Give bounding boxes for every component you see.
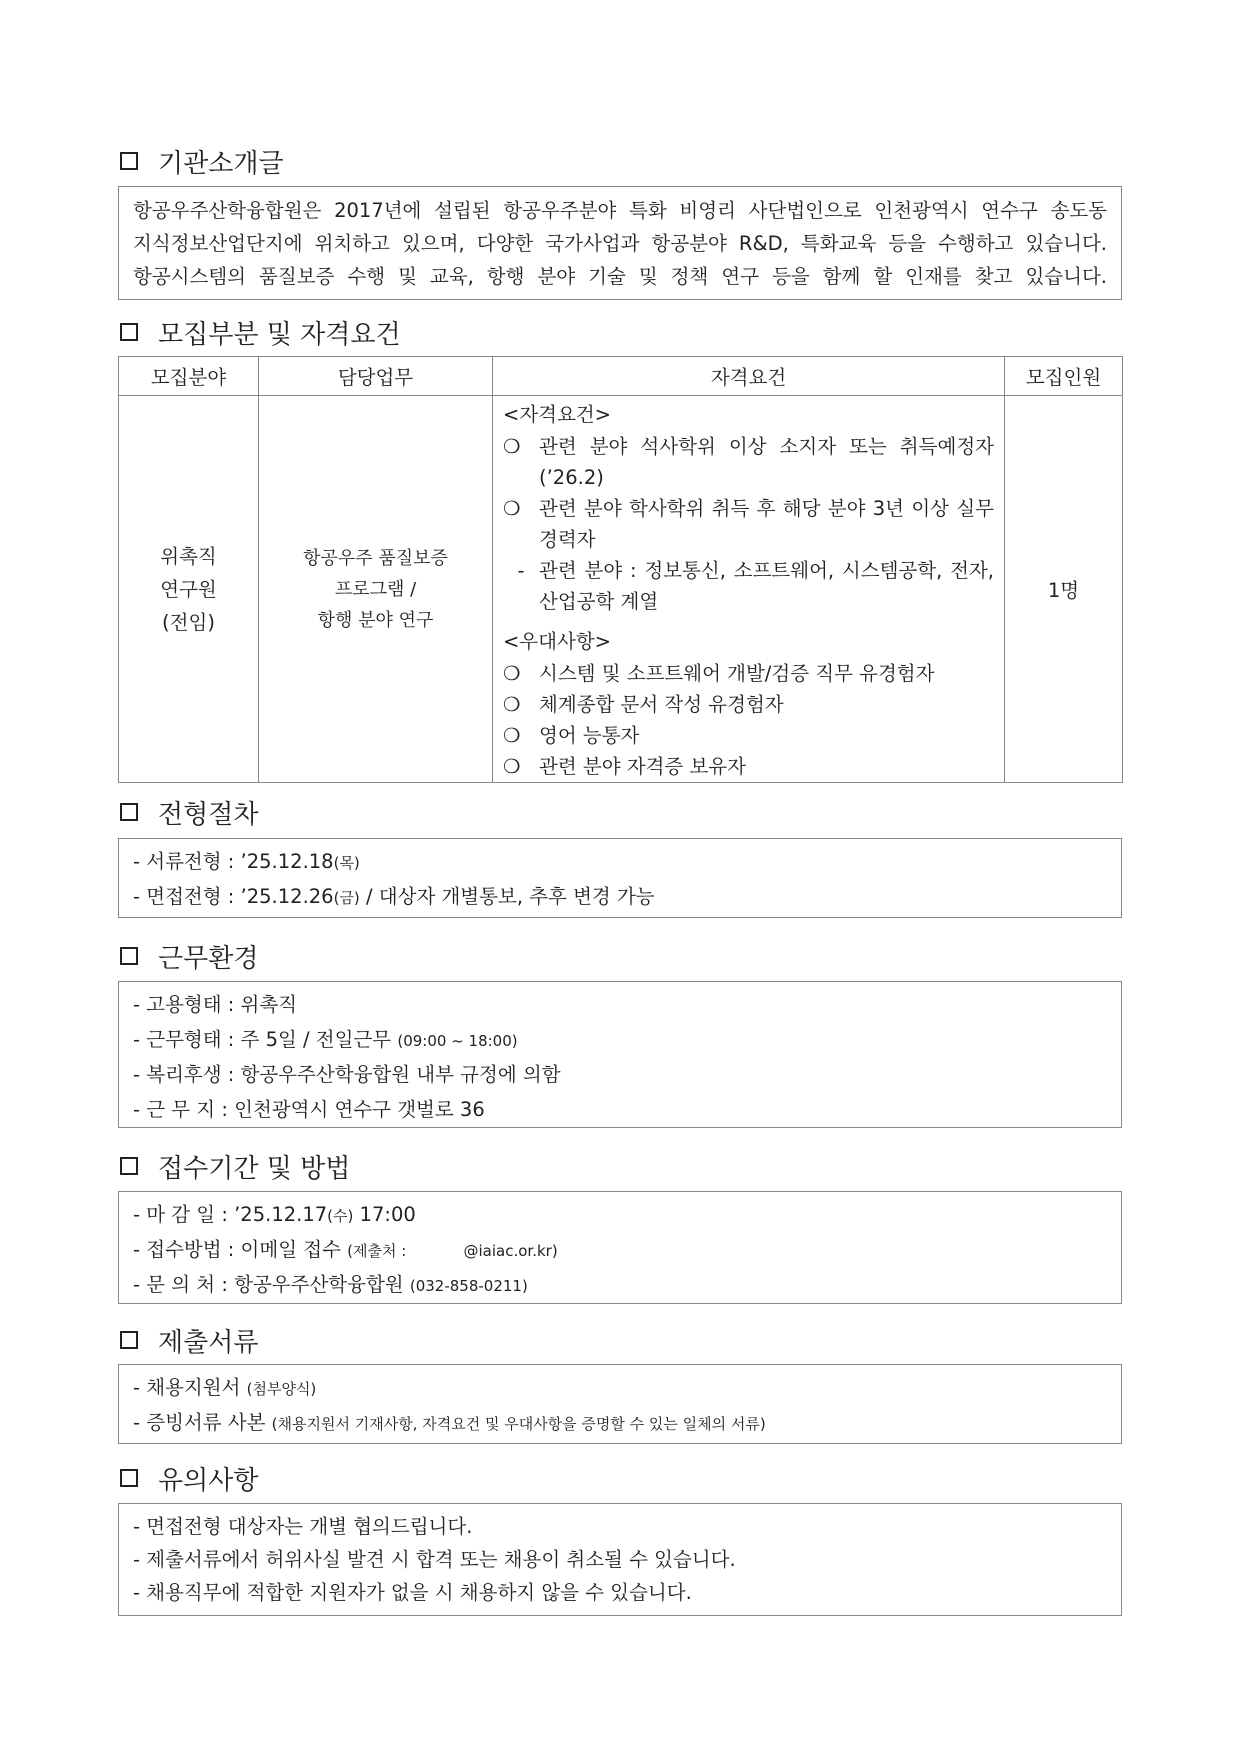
field-line: 연구원 xyxy=(160,577,217,601)
work-title: 근무환경 xyxy=(158,943,259,974)
list-item xyxy=(503,555,994,617)
list-item xyxy=(503,720,994,751)
circle-bullet-icon: ❍ xyxy=(503,662,521,685)
docs-box xyxy=(118,1364,1122,1444)
docs-line: - 증빙서류 사본 (채용지원서 기재사항, 자격요건 및 우대사항을 증명할 수 있는 일체의 서류) xyxy=(133,1411,766,1434)
apply-box xyxy=(118,1191,1122,1304)
preference-title: <우대사항> xyxy=(503,630,612,653)
recruit-table xyxy=(118,356,1123,783)
circle-bullet-icon: ❍ xyxy=(503,724,521,747)
process-line: - 면접전형 : ’25.12.26(금) / 대상자 개별통보, 추후 변경 가능 xyxy=(133,885,655,908)
apply-line: - 문 의 처 : 항공우주산학융합원 (032-858-0211) xyxy=(133,1273,528,1296)
intro-line: 항공시스템의 품질보증 수행 및 교육, 항행 분야 기술 및 정책 연구 등을 함께 할 인재를 찾고 있습니다. xyxy=(133,265,1107,288)
apply-line: - 접수방법 : 이메일 접수 (제출처 : @iaiac.or.kr) xyxy=(133,1238,558,1261)
list-item xyxy=(503,658,994,689)
duty-line: 프로그램 / xyxy=(334,578,417,600)
header-count: 모집인원 xyxy=(1005,357,1123,396)
list-item xyxy=(503,493,994,555)
docs-title: 제출서류 xyxy=(158,1327,259,1358)
work-line: - 근무형태 : 주 5일 / 전일근무 (09:00 ~ 18:00) xyxy=(133,1028,518,1051)
notes-line: - 채용직무에 적합한 지원자가 없을 시 채용하지 않을 수 있습니다. xyxy=(133,1581,692,1604)
qualification-fields: 관련 분야 : 정보통신, 소프트웨어, 시스템공학, 전자, 산업공학 계열 xyxy=(539,559,994,613)
notes-line: - 제출서류에서 허위사실 발견 시 합격 또는 채용이 취소될 수 있습니다. xyxy=(133,1548,736,1571)
intro-line: 항공우주산학융합원은 2017년에 설립된 항공우주분야 특화 비영리 사단법인으로 인천광역시 연수구 송도동 xyxy=(133,199,1107,222)
notes-line: - 면접전형 대상자는 개별 협의드립니다. xyxy=(133,1515,473,1538)
qualification-cell xyxy=(493,396,1005,783)
duty-line: 항공우주 품질보증 xyxy=(303,547,448,569)
process-box xyxy=(118,838,1122,918)
field-line: (전임) xyxy=(162,610,215,634)
count-cell: 1명 xyxy=(1005,396,1123,783)
duty-line: 항행 분야 연구 xyxy=(317,609,434,631)
recruit-title: 모집부분 및 자격요건 xyxy=(158,319,401,350)
list-item xyxy=(503,689,994,720)
circle-bullet-icon: ❍ xyxy=(503,693,521,716)
circle-bullet-icon: ❍ xyxy=(503,435,521,458)
process-heading xyxy=(120,792,258,832)
preference-item: 영어 능통자 xyxy=(539,724,640,747)
circle-bullet-icon: ❍ xyxy=(503,497,521,520)
notes-heading xyxy=(120,1458,258,1498)
checkbox-square-icon xyxy=(120,803,138,821)
checkbox-square-icon xyxy=(120,1331,138,1349)
work-line: - 복리후생 : 항공우주산학융합원 내부 규정에 의함 xyxy=(133,1063,561,1086)
list-item xyxy=(503,431,994,493)
checkbox-square-icon xyxy=(120,152,138,170)
work-heading xyxy=(120,936,258,976)
duty-cell xyxy=(259,396,493,783)
apply-heading xyxy=(120,1146,350,1186)
notes-title: 유의사항 xyxy=(158,1465,259,1496)
apply-line: - 마 감 일 : ’25.12.17(수) 17:00 xyxy=(133,1203,416,1226)
header-qualification: 자격요건 xyxy=(493,357,1005,396)
list-item xyxy=(503,751,994,782)
qualification-item: 관련 분야 석사학위 이상 소지자 또는 취득예정자 (’26.2) xyxy=(539,435,994,489)
checkbox-square-icon xyxy=(120,1157,138,1175)
process-line: - 서류전형 : ’25.12.18(목) xyxy=(133,850,360,873)
apply-title: 접수기간 및 방법 xyxy=(158,1153,351,1184)
notes-box xyxy=(118,1503,1122,1616)
preference-item: 체계종합 문서 작성 유경험자 xyxy=(539,693,784,716)
qualification-item: 관련 분야 학사학위 취득 후 해당 분야 3년 이상 실무 경력자 xyxy=(539,497,994,551)
recruit-heading xyxy=(120,312,401,352)
preference-item: 시스템 및 소프트웨어 개발/검증 직무 유경험자 xyxy=(539,662,935,685)
work-box xyxy=(118,981,1122,1128)
dash-bullet: - xyxy=(517,559,525,582)
intro-line: 지식정보산업단지에 위치하고 있으며, 다양한 국가사업과 항공분야 R&D, 특화교육 등을 수행하고 있습니다. xyxy=(133,232,1107,255)
intro-title: 기관소개글 xyxy=(158,148,284,179)
checkbox-square-icon xyxy=(120,323,138,341)
header-duty: 담당업무 xyxy=(259,357,493,396)
docs-heading xyxy=(120,1320,258,1360)
qualification-title: <자격요건> xyxy=(503,403,612,426)
header-field: 모집분야 xyxy=(119,357,259,396)
docs-line: - 채용지원서 (첨부양식) xyxy=(133,1376,317,1399)
intro-heading xyxy=(120,141,284,181)
work-line: - 근 무 지 : 인천광역시 연수구 갯벌로 36 xyxy=(133,1098,485,1121)
intro-box xyxy=(118,186,1122,300)
table-header-row xyxy=(119,357,1123,396)
table-row xyxy=(119,396,1123,783)
checkbox-square-icon xyxy=(120,947,138,965)
checkbox-square-icon xyxy=(120,1469,138,1487)
work-line: - 고용형태 : 위촉직 xyxy=(133,993,298,1016)
circle-bullet-icon: ❍ xyxy=(503,755,521,778)
field-cell xyxy=(119,396,259,783)
field-line: 위촉직 xyxy=(160,544,217,568)
process-title: 전형절차 xyxy=(158,799,259,830)
preference-item: 관련 분야 자격증 보유자 xyxy=(539,755,746,778)
